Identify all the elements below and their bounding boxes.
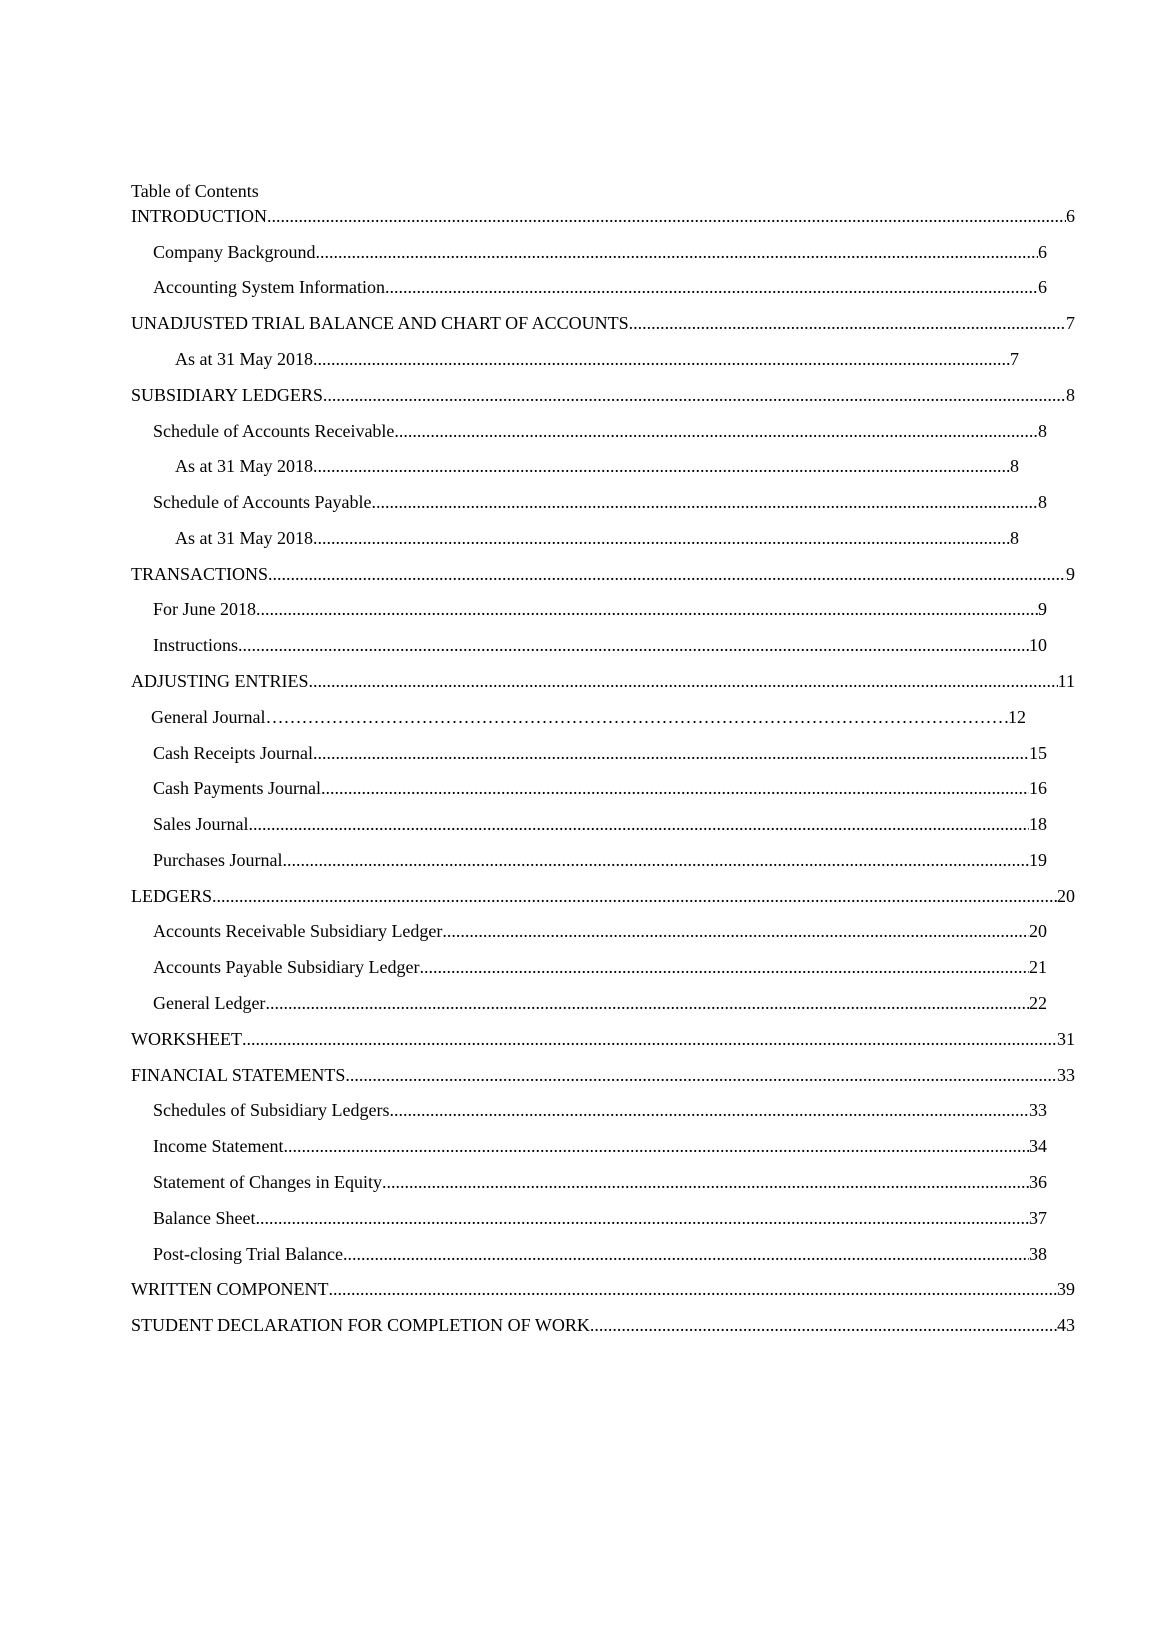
toc-entry[interactable]: [175, 347, 1019, 371]
dot-leader: [590, 1313, 1057, 1337]
toc-entry-page: 38: [1029, 1244, 1047, 1264]
toc-entry-label: Purchases Journal: [153, 850, 283, 870]
dot-leader: [371, 490, 1038, 514]
toc-entry-page: 12: [1008, 707, 1026, 727]
toc-entry[interactable]: [153, 812, 1047, 836]
toc-entry-label: Cash Payments Journal: [153, 778, 321, 798]
dot-leader: [343, 1242, 1029, 1266]
dot-leader: [328, 1277, 1057, 1301]
toc-entry-label: Accounts Payable Subsidiary Ledger: [153, 957, 420, 977]
dot-leader: [313, 347, 1010, 371]
toc-entry-label: Company Background: [153, 242, 316, 262]
toc-entry-page: 34: [1029, 1136, 1047, 1156]
toc-entry-page: 8: [1010, 528, 1019, 548]
toc-entry[interactable]: [153, 597, 1047, 621]
toc-entry-label: UNADJUSTED TRIAL BALANCE AND CHART OF ACCOUNTS: [131, 313, 629, 333]
toc-entry[interactable]: [153, 991, 1047, 1015]
toc-entry-page: 6: [1038, 277, 1047, 297]
toc-entry-label: Statement of Changes in Equity: [153, 1172, 382, 1192]
toc-entry-page: 8: [1066, 385, 1075, 405]
toc-entry-label: Accounting System Information: [153, 277, 385, 297]
toc-entry-label: For June 2018: [153, 599, 256, 619]
toc-entry[interactable]: [131, 1277, 1075, 1301]
toc-entry[interactable]: [131, 1313, 1075, 1337]
toc-entry[interactable]: [153, 633, 1047, 657]
toc-entry-page: 37: [1029, 1208, 1047, 1228]
toc-entry-page: 6: [1038, 242, 1047, 262]
toc-entry-label: As at 31 May 2018: [175, 349, 313, 369]
toc-entry-page: 10: [1029, 635, 1047, 655]
toc-entry-label: LEDGERS: [131, 886, 212, 906]
toc-entry-page: 36: [1029, 1172, 1047, 1192]
toc-entry-page: 22: [1029, 993, 1047, 1013]
toc-entry[interactable]: [153, 776, 1047, 800]
toc-entry-page: 31: [1057, 1029, 1075, 1049]
toc-entry[interactable]: [131, 1027, 1075, 1051]
toc-entry-label: Cash Receipts Journal: [153, 743, 313, 763]
dot-leader: [267, 204, 1066, 228]
dot-leader: [255, 1206, 1029, 1230]
dot-leader: [313, 526, 1010, 550]
toc-entry-label: Schedules of Subsidiary Ledgers: [153, 1100, 390, 1120]
dot-leader: [309, 669, 1058, 693]
toc-entry-label: Post-closing Trial Balance: [153, 1244, 343, 1264]
dot-leader: [382, 1170, 1029, 1194]
toc-entry[interactable]: [153, 1242, 1047, 1266]
toc-entry[interactable]: [131, 204, 1075, 228]
toc-entry-label: Sales Journal: [153, 814, 249, 834]
dot-leader: [265, 991, 1029, 1015]
toc-entry-label: Schedule of Accounts Payable: [153, 492, 372, 512]
dot-leader: [389, 1098, 1029, 1122]
dot-leader: [313, 454, 1010, 478]
toc-entry[interactable]: [153, 1170, 1047, 1194]
toc-entry[interactable]: [151, 705, 1026, 729]
toc-entry[interactable]: [153, 240, 1047, 264]
toc-entry-page: 8: [1010, 456, 1019, 476]
toc-entry-label: ADJUSTING ENTRIES: [131, 671, 309, 691]
dot-leader: [242, 1027, 1057, 1051]
toc-entry-label: SUBSIDIARY LEDGERS: [131, 385, 323, 405]
toc-entry[interactable]: [153, 1206, 1047, 1230]
toc-entry-page: 8: [1038, 421, 1047, 441]
dot-leader: [238, 633, 1029, 657]
toc-entry-page: 6: [1066, 206, 1075, 226]
toc-entry-page: 9: [1038, 599, 1047, 619]
dot-leader: [268, 562, 1066, 586]
dot-leader: [248, 812, 1029, 836]
dot-leader: [442, 919, 1029, 943]
dot-leader: [282, 848, 1029, 872]
toc-entry[interactable]: [153, 1134, 1047, 1158]
toc-entry-page: 7: [1066, 313, 1075, 333]
dot-leader: [419, 955, 1029, 979]
dot-leader: [313, 741, 1029, 765]
toc-entry-label: General Journal: [151, 707, 266, 727]
dot-leader: [315, 240, 1038, 264]
toc-entry[interactable]: [153, 490, 1047, 514]
toc-entry[interactable]: [175, 454, 1019, 478]
dot-leader: [629, 311, 1066, 335]
toc-entry-page: 15: [1029, 743, 1047, 763]
toc-entry-page: 43: [1057, 1315, 1075, 1335]
toc-entry-page: 7: [1010, 349, 1019, 369]
toc-entry[interactable]: [153, 419, 1047, 443]
dot-leader: [321, 776, 1029, 800]
toc-entry-label: TRANSACTIONS: [131, 564, 269, 584]
dot-leader: [345, 1063, 1057, 1087]
toc-entry-label: WRITTEN COMPONENT: [131, 1279, 329, 1299]
toc-entry-label: As at 31 May 2018: [175, 456, 313, 476]
toc-entry-label: FINANCIAL STATEMENTS: [131, 1065, 346, 1085]
dot-leader: [385, 275, 1038, 299]
toc-entry[interactable]: [131, 562, 1075, 586]
toc-entry-page: 9: [1066, 564, 1075, 584]
toc-entry-label: Income Statement: [153, 1136, 284, 1156]
toc-entry[interactable]: [153, 1098, 1047, 1122]
toc-entry[interactable]: [153, 919, 1047, 943]
toc-entry[interactable]: [131, 311, 1075, 335]
toc-title: Table of Contents: [131, 181, 259, 201]
dot-leader: [265, 705, 1008, 729]
dot-leader: [256, 597, 1038, 621]
toc-entry-page: 19: [1029, 850, 1047, 870]
dot-leader: [323, 383, 1066, 407]
toc-entry-label: General Ledger: [153, 993, 266, 1013]
toc-entry-page: 33: [1029, 1100, 1047, 1120]
toc-entry[interactable]: [131, 669, 1075, 693]
toc-entry[interactable]: [131, 1063, 1075, 1087]
toc-entry-label: STUDENT DECLARATION FOR COMPLETION OF WORK: [131, 1315, 590, 1335]
toc-entry-page: 18: [1029, 814, 1047, 834]
toc-entry-page: 33: [1057, 1065, 1075, 1085]
toc-entry-label: WORKSHEET: [131, 1029, 242, 1049]
toc-entry-label: INTRODUCTION: [131, 206, 267, 226]
toc-entry[interactable]: [153, 741, 1047, 765]
toc-entry-label: Balance Sheet: [153, 1208, 256, 1228]
dot-leader: [212, 884, 1057, 908]
toc-entry-page: 20: [1057, 886, 1075, 906]
toc-entry-page: 39: [1057, 1279, 1075, 1299]
toc-entry[interactable]: [153, 955, 1047, 979]
toc-entry[interactable]: [153, 275, 1047, 299]
toc-entry[interactable]: [131, 383, 1075, 407]
toc-entry-page: 8: [1038, 492, 1047, 512]
toc-entry-page: 21: [1029, 957, 1047, 977]
toc-entry-label: As at 31 May 2018: [175, 528, 313, 548]
toc-entry-page: 20: [1029, 921, 1047, 941]
toc-entry[interactable]: [153, 848, 1047, 872]
toc-entry-page: 11: [1057, 671, 1075, 691]
dot-leader: [283, 1134, 1029, 1158]
toc-entry-label: Accounts Receivable Subsidiary Ledger: [153, 921, 443, 941]
dot-leader: [394, 419, 1038, 443]
toc-entry-label: Schedule of Accounts Receivable: [153, 421, 395, 441]
toc-entry[interactable]: [175, 526, 1019, 550]
toc-entry-label: Instructions: [153, 635, 238, 655]
toc-entry[interactable]: [131, 884, 1075, 908]
toc-entry-page: 16: [1029, 778, 1047, 798]
